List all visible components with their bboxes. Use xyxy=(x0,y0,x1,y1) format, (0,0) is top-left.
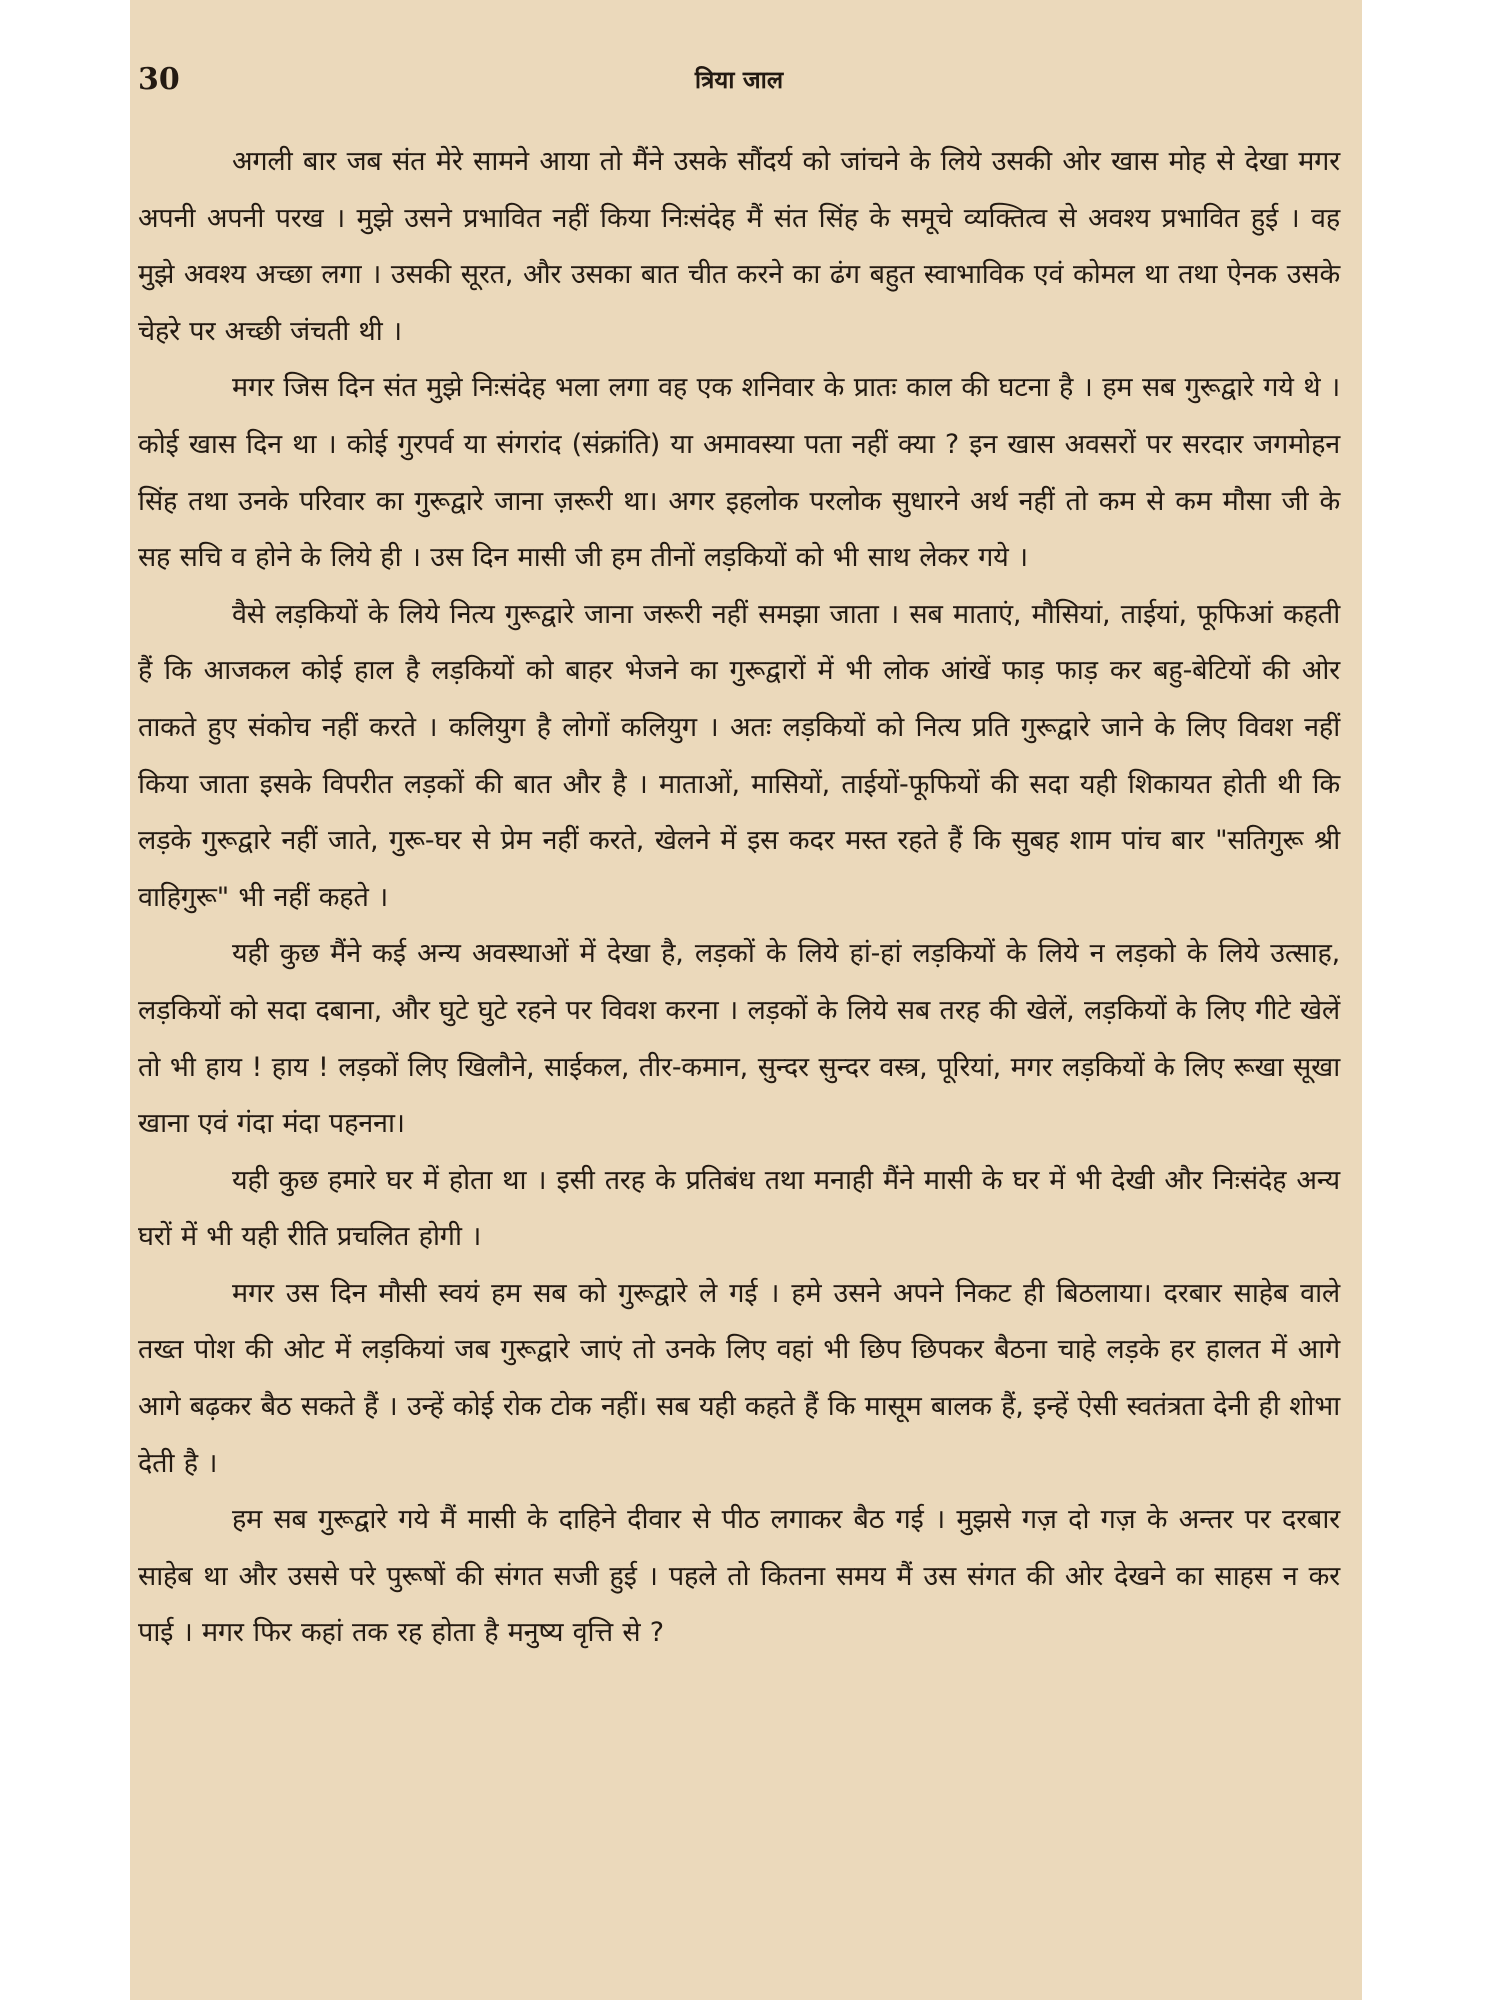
paragraph: मगर उस दिन मौसी स्वयं हम सब को गुरूद्वारे ले गई । हमे उसने अपने निकट ही बिठलाया। दरबार साहेब वाले तख्त पोश की ओट में लड़कियां जब गुरूद्वारे जाएं तो उनके लिए वहां भी छिप छिपकर बैठना चाहे लड़के हर हालत में आगे आगे बढ़कर बैठ सकते हैं । उन्हें कोई रोक टोक नहीं। सब यही कहते हैं कि मासूम बालक हैं, इन्हें ऐसी स्वतंत्रता देनी ही शोभा देती है । xyxy=(138,1277,1340,1479)
paragraph: यही कुछ हमारे घर में होता था । इसी तरह के प्रतिबंध तथा मनाही मैंने मासी के घर में भी देखी और निःसंदेह अन्य घरों में भी यही रीति प्रचलित होगी । xyxy=(138,1164,1340,1253)
book-title: त्रिया जाल xyxy=(694,66,784,94)
paragraph: हम सब गुरूद्वारे गये मैं मासी के दाहिने दीवार से पीठ लगाकर बैठ गई । मुझसे गज़ दो गज़ के अन्तर पर दरबार साहेब था और उससे परे पुरूषों की संगत सजी हुई । पहले तो कितना समय मैं उस संगत की ओर देखने का साहस न कर पाई । मगर फिर कहां तक रह होता है मनुष्य वृत्ति से ? xyxy=(138,1504,1340,1649)
page-number: 30 xyxy=(138,62,180,97)
paragraph: मगर जिस दिन संत मुझे निःसंदेह भला लगा वह एक शनिवार के प्रातः काल की घटना है । हम सब गुरूद्वारे गये थे । कोई खास दिन था । कोई गुरपर्व या संगरांद (संक्रांति) या अमावस्या पता नहीं क्या ? इन खास अवसरों पर सरदार जगमोहन सिंह तथा उनके परिवार का गुरूद्वारे जाना ज़रूरी था। अगर इहलोक परलोक सुधारने अर्थ नहीं तो कम से कम मौसा जी के सह सचि व होने के लिये ही । उस दिन मासी जी हम तीनों लड़कियों को भी साथ लेकर गये । xyxy=(138,372,1340,574)
paragraph: अगली बार जब संत मेरे सामने आया तो मैंने उसके सौंदर्य को जांचने के लिये उसकी ओर खास मोह से देखा मगर अपनी अपनी परख । मुझे उसने प्रभावित नहीं किया निःसंदेह मैं संत सिंह के समूचे व्यक्तित्व से अवश्य प्रभावित हुई । वह मुझे अवश्य अच्छा लगा । उसकी सूरत, और उसका बात चीत करने का ढंग बहुत स्वाभाविक एवं कोमल था तथा ऐनक उसके चेहरे पर अच्छी जंचती थी । xyxy=(138,146,1340,347)
paragraph: वैसे लड़कियों के लिये नित्य गुरूद्वारे जाना जरूरी नहीं समझा जाता । सब माताएं, मौसियां, ताईयां, फूफिआं कहती हैं कि आजकल कोई हाल है लड़कियों को बाहर भेजने का गुरूद्वारों में भी लोक आंखें फाड़ फाड़ कर बहु-बेटियों की ओर ताकते हुए संकोच नहीं करते । कलियुग है लोगों कलियुग । अतः लड़कियों को नित्य प्रति गुरूद्वारे जाने के लिए विवश नहीं किया जाता इसके विपरीत लड़कों की बात और है । माताओं, मासियों, ताईयों-फूफियों की सदा यही शिकायत होती थी कि लड़के गुरूद्वारे नहीं जाते, गुरू-घर से प्रेम नहीं करते, खेलने में इस कदर मस्त रहते हैं कि सुबह शाम पांच बार "सतिगुरू श्री वाहिगुरू" भी नहीं कहते । xyxy=(138,598,1340,913)
paragraph: यही कुछ मैंने कई अन्य अवस्थाओं में देखा है, लड़कों के लिये हां-हां लड़कियों के लिये न लड़को के लिये उत्साह, लड़कियों को सदा दबाना, और घुटे घुटे रहने पर विवश करना । लड़कों के लिये सब तरह की खेलें, लड़कियों के लिए गीटे खेलें तो भी हाय ! हाय ! लड़कों लिए खिलौने, साईकल, तीर-कमान, सुन्दर सुन्दर वस्त्र, पूरियां, मगर लड़कियों के लिए रूखा सूखा खाना एवं गंदा मंदा पहनना। xyxy=(138,938,1340,1140)
running-head xyxy=(138,58,1340,108)
book-page xyxy=(130,0,1362,2000)
body-text xyxy=(138,134,1340,1662)
